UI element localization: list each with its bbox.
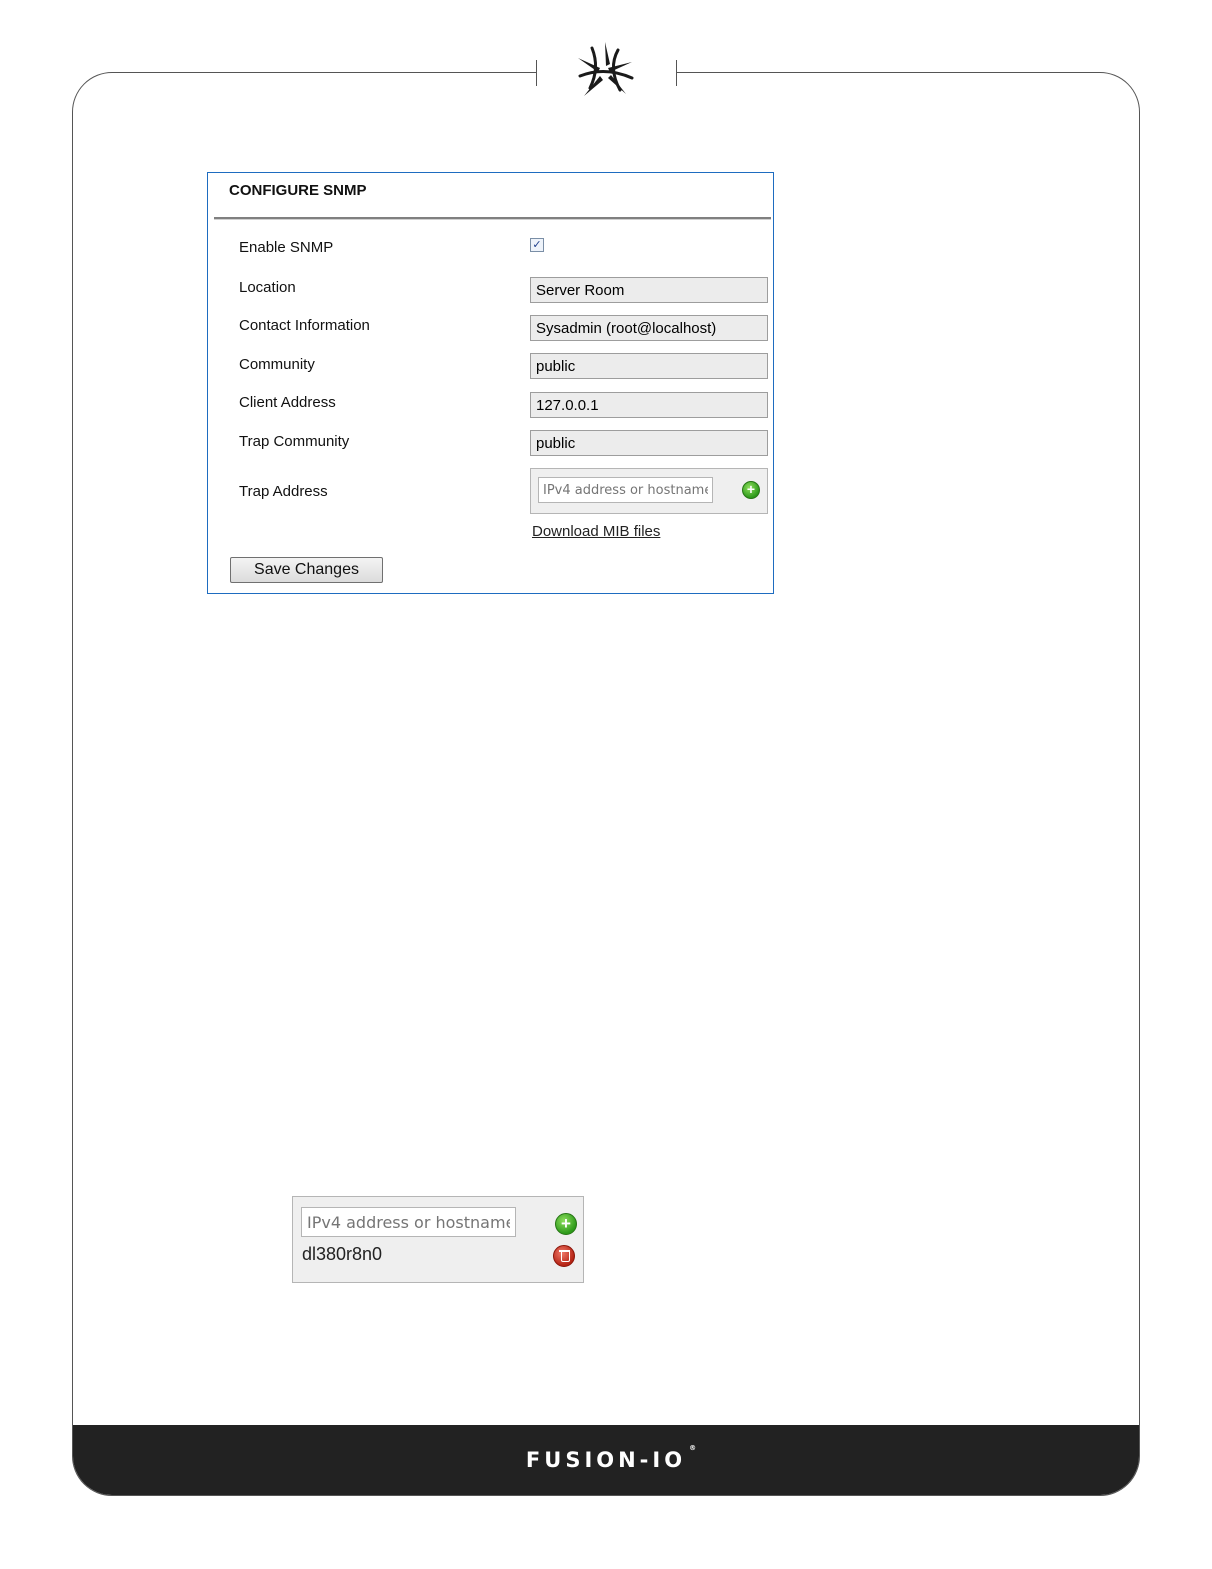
fusion-logo-icon (570, 38, 640, 104)
download-mib-link[interactable]: Download MIB files (532, 523, 661, 540)
header-divider-left (536, 60, 537, 86)
client-address-label: Client Address (239, 394, 336, 411)
add-icon[interactable]: + (555, 1213, 577, 1235)
client-address-input[interactable] (530, 392, 768, 418)
trap-address-input[interactable] (538, 477, 713, 503)
trap-address-list (292, 1196, 584, 1283)
configure-snmp-panel (207, 172, 774, 594)
trap-address-label: Trap Address (239, 483, 328, 500)
panel-title: CONFIGURE SNMP (229, 182, 367, 199)
trap-community-label: Trap Community (239, 433, 350, 450)
panel-divider (214, 217, 771, 220)
location-label: Location (239, 279, 296, 296)
enable-snmp-label: Enable SNMP (239, 239, 334, 256)
trap-community-input[interactable] (530, 430, 768, 456)
header-divider-right (676, 60, 677, 86)
community-input[interactable] (530, 353, 768, 379)
enable-snmp-checkbox[interactable]: ✓ (530, 238, 544, 252)
save-changes-button[interactable]: Save Changes (230, 557, 383, 583)
contact-label: Contact Information (239, 317, 370, 334)
trap-address-input-zoomed[interactable] (301, 1207, 516, 1237)
brand-logo: FUSION-IO ® (525, 1444, 697, 1472)
trap-address-box (530, 468, 768, 514)
delete-icon[interactable] (553, 1245, 575, 1267)
location-input[interactable] (530, 277, 768, 303)
footer-bar (73, 1425, 1139, 1495)
contact-input[interactable] (530, 315, 768, 341)
trap-address-entry: dl380r8n0 (302, 1244, 383, 1264)
community-label: Community (239, 356, 315, 373)
add-icon[interactable]: + (742, 481, 760, 499)
